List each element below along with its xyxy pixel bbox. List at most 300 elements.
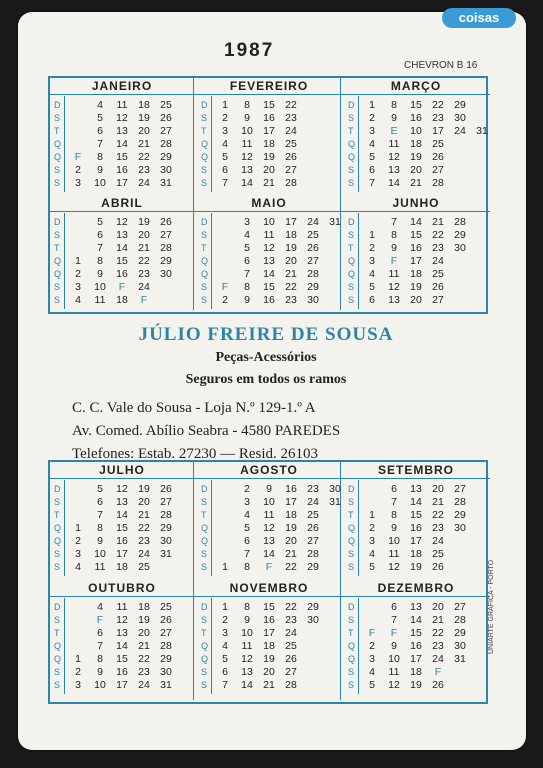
day-cell: 3 — [244, 216, 250, 228]
day-cell: 8 — [244, 281, 250, 293]
day-cell: 10 — [388, 535, 400, 547]
day-cell: 29 — [160, 653, 172, 665]
weekday-label: D — [54, 484, 61, 494]
day-cell: 18 — [116, 294, 128, 306]
day-cell: 10 — [263, 216, 275, 228]
day-cell: 18 — [410, 138, 422, 150]
weekday-label: S — [54, 282, 61, 292]
day-cell: 25 — [432, 268, 444, 280]
day-cell: 3 — [369, 255, 375, 267]
weekday-label: S — [348, 549, 355, 559]
day-cell: 20 — [410, 294, 422, 306]
day-cell: 13 — [116, 125, 128, 137]
day-cell: 28 — [160, 138, 172, 150]
day-cell: 14 — [241, 177, 253, 189]
day-cell: 25 — [432, 138, 444, 150]
weekday-label: Q — [201, 536, 209, 546]
weekday-label: S — [54, 295, 61, 305]
day-cell: 31 — [160, 679, 172, 691]
day-cell: 11 — [388, 666, 400, 678]
month-novembro — [195, 580, 343, 697]
day-cell: 2 — [75, 535, 81, 547]
day-cell: 20 — [432, 483, 444, 495]
weekday-separator — [64, 598, 65, 694]
day-cell: 17 — [116, 177, 128, 189]
weekday-label: S — [348, 562, 355, 572]
day-cell: 27 — [454, 601, 466, 613]
weekday-label: D — [348, 602, 355, 612]
weekday-label: T — [348, 628, 354, 638]
day-cell: 27 — [160, 125, 172, 137]
day-cell: 11 — [241, 640, 253, 652]
day-cell: 24 — [138, 548, 150, 560]
day-cell: 9 — [97, 535, 103, 547]
day-cell: 8 — [244, 561, 250, 573]
day-cell: 19 — [138, 614, 150, 626]
weekday-label: Q — [201, 269, 209, 279]
day-cell: 8 — [97, 522, 103, 534]
day-cell: 6 — [369, 164, 375, 176]
day-cell: 26 — [160, 216, 172, 228]
day-cell: 12 — [388, 561, 400, 573]
address-line-2: Av. Comed. Abílio Seabra - 4580 PAREDES — [72, 423, 341, 439]
day-cell: 19 — [285, 242, 297, 254]
weekday-label: Q — [54, 523, 62, 533]
day-cell: 4 — [75, 561, 81, 573]
day-cell: 25 — [307, 509, 319, 521]
day-cell: 19 — [138, 216, 150, 228]
day-cell: 30 — [160, 164, 172, 176]
weekday-label: S — [201, 282, 208, 292]
day-cell: 6 — [97, 229, 103, 241]
day-cell: 18 — [138, 601, 150, 613]
weekday-label: S — [54, 562, 61, 572]
day-cell: 23 — [432, 640, 444, 652]
month-name: MAIO — [195, 195, 343, 212]
day-cell: 7 — [391, 614, 397, 626]
weekday-label: Q — [54, 654, 62, 664]
day-cell: 10 — [94, 281, 106, 293]
weekday-label: S — [201, 562, 208, 572]
weekday-label: Q — [348, 139, 356, 149]
day-cell: 29 — [454, 229, 466, 241]
day-cell: 20 — [285, 535, 297, 547]
weekday-label: Q — [201, 139, 209, 149]
weekday-separator — [358, 480, 359, 576]
day-cell: 18 — [138, 99, 150, 111]
day-cell: 1 — [369, 509, 375, 521]
day-cell: 22 — [432, 229, 444, 241]
day-cell: 4 — [369, 138, 375, 150]
day-cell: F — [390, 627, 398, 639]
day-cell: 19 — [138, 112, 150, 124]
month-abril — [48, 195, 196, 312]
day-cell: 12 — [241, 653, 253, 665]
day-cell: 13 — [116, 627, 128, 639]
month-name: AGOSTO — [195, 462, 343, 479]
day-cell: 8 — [97, 151, 103, 163]
day-cell: 7 — [222, 177, 228, 189]
day-cell: 5 — [244, 522, 250, 534]
weekday-label: D — [54, 100, 61, 110]
day-cell: 30 — [454, 640, 466, 652]
month-fevereiro — [195, 78, 343, 195]
day-cell: 20 — [263, 666, 275, 678]
weekday-label: S — [54, 178, 61, 188]
day-cell: 7 — [97, 242, 103, 254]
day-cell: 30 — [454, 112, 466, 124]
day-cell: 19 — [263, 151, 275, 163]
weekday-label: S — [348, 667, 355, 677]
day-cell: 29 — [307, 561, 319, 573]
day-cell: 13 — [410, 601, 422, 613]
day-cell: 3 — [244, 496, 250, 508]
day-cell: 18 — [285, 229, 297, 241]
day-cell: 5 — [222, 653, 228, 665]
day-cell: 1 — [369, 99, 375, 111]
day-cell: 24 — [138, 177, 150, 189]
weekday-label: Q — [54, 269, 62, 279]
day-cell: 2 — [369, 112, 375, 124]
day-cell: 13 — [241, 666, 253, 678]
day-cell: 25 — [160, 99, 172, 111]
day-cell: 14 — [241, 679, 253, 691]
day-cell: 28 — [454, 496, 466, 508]
day-cell: 17 — [410, 255, 422, 267]
day-cell: 28 — [285, 177, 297, 189]
day-cell: 10 — [241, 627, 253, 639]
weekday-label: T — [348, 243, 354, 253]
day-cell: 21 — [432, 216, 444, 228]
month-name: OUTUBRO — [48, 580, 196, 597]
day-cell: 17 — [116, 679, 128, 691]
day-cell: 9 — [391, 640, 397, 652]
day-cell: 20 — [410, 164, 422, 176]
day-cell: 12 — [116, 112, 128, 124]
day-cell: 8 — [97, 653, 103, 665]
day-cell: 19 — [410, 281, 422, 293]
day-cell: 27 — [432, 294, 444, 306]
day-cell: 27 — [160, 496, 172, 508]
day-cell: 16 — [116, 535, 128, 547]
weekday-label: Q — [201, 256, 209, 266]
day-cell: 17 — [285, 216, 297, 228]
day-cell: 3 — [75, 679, 81, 691]
day-cell: F — [265, 561, 273, 573]
day-cell: 31 — [476, 125, 488, 137]
weekday-label: D — [201, 100, 208, 110]
day-cell: 10 — [410, 125, 422, 137]
day-cell: 4 — [97, 99, 103, 111]
weekday-label: S — [201, 230, 208, 240]
day-cell: 19 — [263, 653, 275, 665]
day-cell: 4 — [244, 229, 250, 241]
month-junho — [342, 195, 490, 312]
day-cell: 21 — [432, 496, 444, 508]
day-cell: 22 — [138, 653, 150, 665]
day-cell: 1 — [75, 522, 81, 534]
day-cell: 22 — [432, 509, 444, 521]
day-cell: 3 — [369, 653, 375, 665]
day-cell: 4 — [97, 601, 103, 613]
weekday-label: S — [348, 230, 355, 240]
weekday-label: T — [348, 126, 354, 136]
weekday-label: S — [201, 667, 208, 677]
weekday-label: Q — [348, 641, 356, 651]
day-cell: 7 — [244, 268, 250, 280]
day-cell: 28 — [307, 268, 319, 280]
day-cell: 21 — [410, 177, 422, 189]
month-março — [342, 78, 490, 195]
day-cell: 9 — [244, 614, 250, 626]
day-cell: 17 — [263, 125, 275, 137]
day-cell: 12 — [388, 281, 400, 293]
day-cell: 28 — [285, 679, 297, 691]
day-cell: 16 — [263, 294, 275, 306]
day-cell: 24 — [432, 255, 444, 267]
day-cell: 8 — [391, 229, 397, 241]
day-cell: 24 — [307, 496, 319, 508]
weekday-label: D — [201, 484, 208, 494]
day-cell: 30 — [160, 666, 172, 678]
weekday-label: D — [54, 602, 61, 612]
day-cell: 15 — [116, 255, 128, 267]
day-cell: 4 — [75, 294, 81, 306]
weekday-label: S — [348, 497, 355, 507]
day-cell: 25 — [432, 548, 444, 560]
day-cell: 7 — [222, 679, 228, 691]
day-cell: 6 — [391, 483, 397, 495]
day-cell: 23 — [432, 522, 444, 534]
month-name: SETEMBRO — [342, 462, 490, 479]
day-cell: 2 — [75, 164, 81, 176]
day-cell: 31 — [160, 177, 172, 189]
weekday-label: D — [348, 484, 355, 494]
day-cell: 22 — [285, 601, 297, 613]
day-cell: 18 — [263, 640, 275, 652]
address-line-1: C. C. Vale do Sousa - Loja N.º 129-1.º A — [72, 400, 316, 416]
day-cell: 29 — [454, 509, 466, 521]
day-cell: 14 — [116, 242, 128, 254]
day-cell: 12 — [388, 151, 400, 163]
day-cell: 18 — [410, 666, 422, 678]
weekday-label: Q — [348, 152, 356, 162]
day-cell: 2 — [75, 666, 81, 678]
day-cell: 16 — [116, 164, 128, 176]
day-cell: 5 — [97, 483, 103, 495]
day-cell: F — [390, 255, 398, 267]
day-cell: 23 — [138, 535, 150, 547]
weekday-label: D — [54, 217, 61, 227]
month-name: JUNHO — [342, 195, 490, 212]
day-cell: 2 — [75, 268, 81, 280]
day-cell: 11 — [116, 99, 128, 111]
weekday-label: S — [54, 165, 61, 175]
day-cell: 2 — [369, 242, 375, 254]
weekday-separator — [358, 96, 359, 192]
weekday-label: S — [54, 615, 61, 625]
day-cell: 7 — [391, 496, 397, 508]
weekday-label: S — [348, 615, 355, 625]
day-cell: 28 — [307, 548, 319, 560]
day-cell: 18 — [285, 509, 297, 521]
day-cell: 7 — [391, 216, 397, 228]
day-cell: 5 — [369, 679, 375, 691]
day-cell: F — [74, 151, 82, 163]
weekday-label: Q — [201, 523, 209, 533]
day-cell: 16 — [116, 268, 128, 280]
day-cell: 5 — [244, 242, 250, 254]
day-cell: 3 — [369, 535, 375, 547]
weekday-separator — [64, 213, 65, 309]
day-cell: 10 — [241, 125, 253, 137]
day-cell: 26 — [307, 522, 319, 534]
day-cell: 12 — [241, 151, 253, 163]
day-cell: 9 — [391, 522, 397, 534]
day-cell: 11 — [241, 138, 253, 150]
day-cell: 30 — [454, 242, 466, 254]
weekday-label: Q — [54, 139, 62, 149]
day-cell: 11 — [388, 548, 400, 560]
day-cell: 11 — [94, 561, 106, 573]
day-cell: 4 — [222, 138, 228, 150]
day-cell: 15 — [410, 99, 422, 111]
day-cell: 20 — [138, 229, 150, 241]
day-cell: 11 — [116, 601, 128, 613]
day-cell: 7 — [369, 177, 375, 189]
weekday-label: S — [54, 680, 61, 690]
day-cell: F — [140, 294, 148, 306]
day-cell: 10 — [263, 496, 275, 508]
day-cell: 3 — [75, 548, 81, 560]
day-cell: 7 — [244, 548, 250, 560]
day-cell: 22 — [432, 627, 444, 639]
day-cell: 30 — [160, 535, 172, 547]
weekday-label: S — [54, 667, 61, 677]
day-cell: 4 — [369, 268, 375, 280]
day-cell: 8 — [391, 99, 397, 111]
day-cell: 31 — [160, 548, 172, 560]
day-cell: 7 — [97, 138, 103, 150]
month-name: JULHO — [48, 462, 196, 479]
day-cell: 23 — [432, 242, 444, 254]
day-cell: 16 — [410, 640, 422, 652]
day-cell: 22 — [138, 151, 150, 163]
day-cell: 19 — [138, 483, 150, 495]
day-cell: 1 — [222, 601, 228, 613]
month-dezembro — [342, 580, 490, 697]
day-cell: F — [434, 666, 442, 678]
day-cell: 27 — [307, 535, 319, 547]
day-cell: 17 — [432, 125, 444, 137]
day-cell: 31 — [329, 216, 341, 228]
day-cell: 2 — [222, 294, 228, 306]
weekday-label: T — [201, 126, 207, 136]
weekday-label: T — [54, 628, 60, 638]
day-cell: 11 — [263, 229, 275, 241]
day-cell: 10 — [94, 548, 106, 560]
day-cell: 1 — [369, 229, 375, 241]
weekday-separator — [64, 480, 65, 576]
day-cell: 6 — [391, 601, 397, 613]
company-tagline: Peças-Acessórios — [215, 350, 317, 365]
day-cell: 15 — [263, 99, 275, 111]
weekday-label: S — [201, 165, 208, 175]
day-cell: 14 — [116, 509, 128, 521]
day-cell: 19 — [285, 522, 297, 534]
day-cell: 6 — [244, 255, 250, 267]
day-cell: 12 — [388, 679, 400, 691]
weekday-label: S — [348, 282, 355, 292]
day-cell: 4 — [369, 548, 375, 560]
day-cell: 23 — [138, 666, 150, 678]
day-cell: 28 — [454, 216, 466, 228]
weekday-label: Q — [201, 152, 209, 162]
weekday-label: S — [348, 295, 355, 305]
day-cell: 21 — [263, 177, 275, 189]
month-setembro — [342, 462, 490, 579]
day-cell: 16 — [410, 522, 422, 534]
day-cell: 29 — [307, 281, 319, 293]
print-code: CHEVRON B 16 — [404, 60, 478, 71]
day-cell: 26 — [285, 151, 297, 163]
day-cell: 13 — [241, 164, 253, 176]
day-cell: 14 — [410, 614, 422, 626]
day-cell: 3 — [222, 627, 228, 639]
day-cell: 23 — [285, 614, 297, 626]
weekday-label: S — [201, 615, 208, 625]
day-cell: 8 — [244, 601, 250, 613]
day-cell: 29 — [454, 99, 466, 111]
weekday-label: S — [201, 549, 208, 559]
day-cell: 11 — [388, 268, 400, 280]
weekday-label: S — [201, 113, 208, 123]
day-cell: 6 — [97, 496, 103, 508]
day-cell: 30 — [329, 483, 341, 495]
day-cell: 3 — [75, 281, 81, 293]
day-cell: 5 — [369, 151, 375, 163]
month-agosto — [195, 462, 343, 579]
day-cell: 27 — [285, 164, 297, 176]
day-cell: 9 — [97, 268, 103, 280]
day-cell: 3 — [75, 177, 81, 189]
day-cell: 24 — [432, 535, 444, 547]
day-cell: 4 — [244, 509, 250, 521]
weekday-label: S — [54, 230, 61, 240]
day-cell: 25 — [138, 561, 150, 573]
day-cell: 1 — [222, 99, 228, 111]
day-cell: 16 — [410, 242, 422, 254]
day-cell: 19 — [410, 561, 422, 573]
day-cell: 24 — [285, 627, 297, 639]
day-cell: 11 — [263, 509, 275, 521]
day-cell: 13 — [388, 164, 400, 176]
day-cell: 29 — [160, 255, 172, 267]
day-cell: 27 — [160, 229, 172, 241]
day-cell: 13 — [116, 496, 128, 508]
day-cell: E — [390, 125, 398, 137]
weekday-label: Q — [348, 269, 356, 279]
day-cell: 26 — [285, 653, 297, 665]
day-cell: 14 — [410, 496, 422, 508]
day-cell: 24 — [138, 281, 150, 293]
day-cell: 15 — [410, 229, 422, 241]
day-cell: 20 — [432, 601, 444, 613]
day-cell: 9 — [244, 294, 250, 306]
day-cell: 26 — [432, 151, 444, 163]
weekday-label: S — [348, 680, 355, 690]
day-cell: 26 — [432, 679, 444, 691]
